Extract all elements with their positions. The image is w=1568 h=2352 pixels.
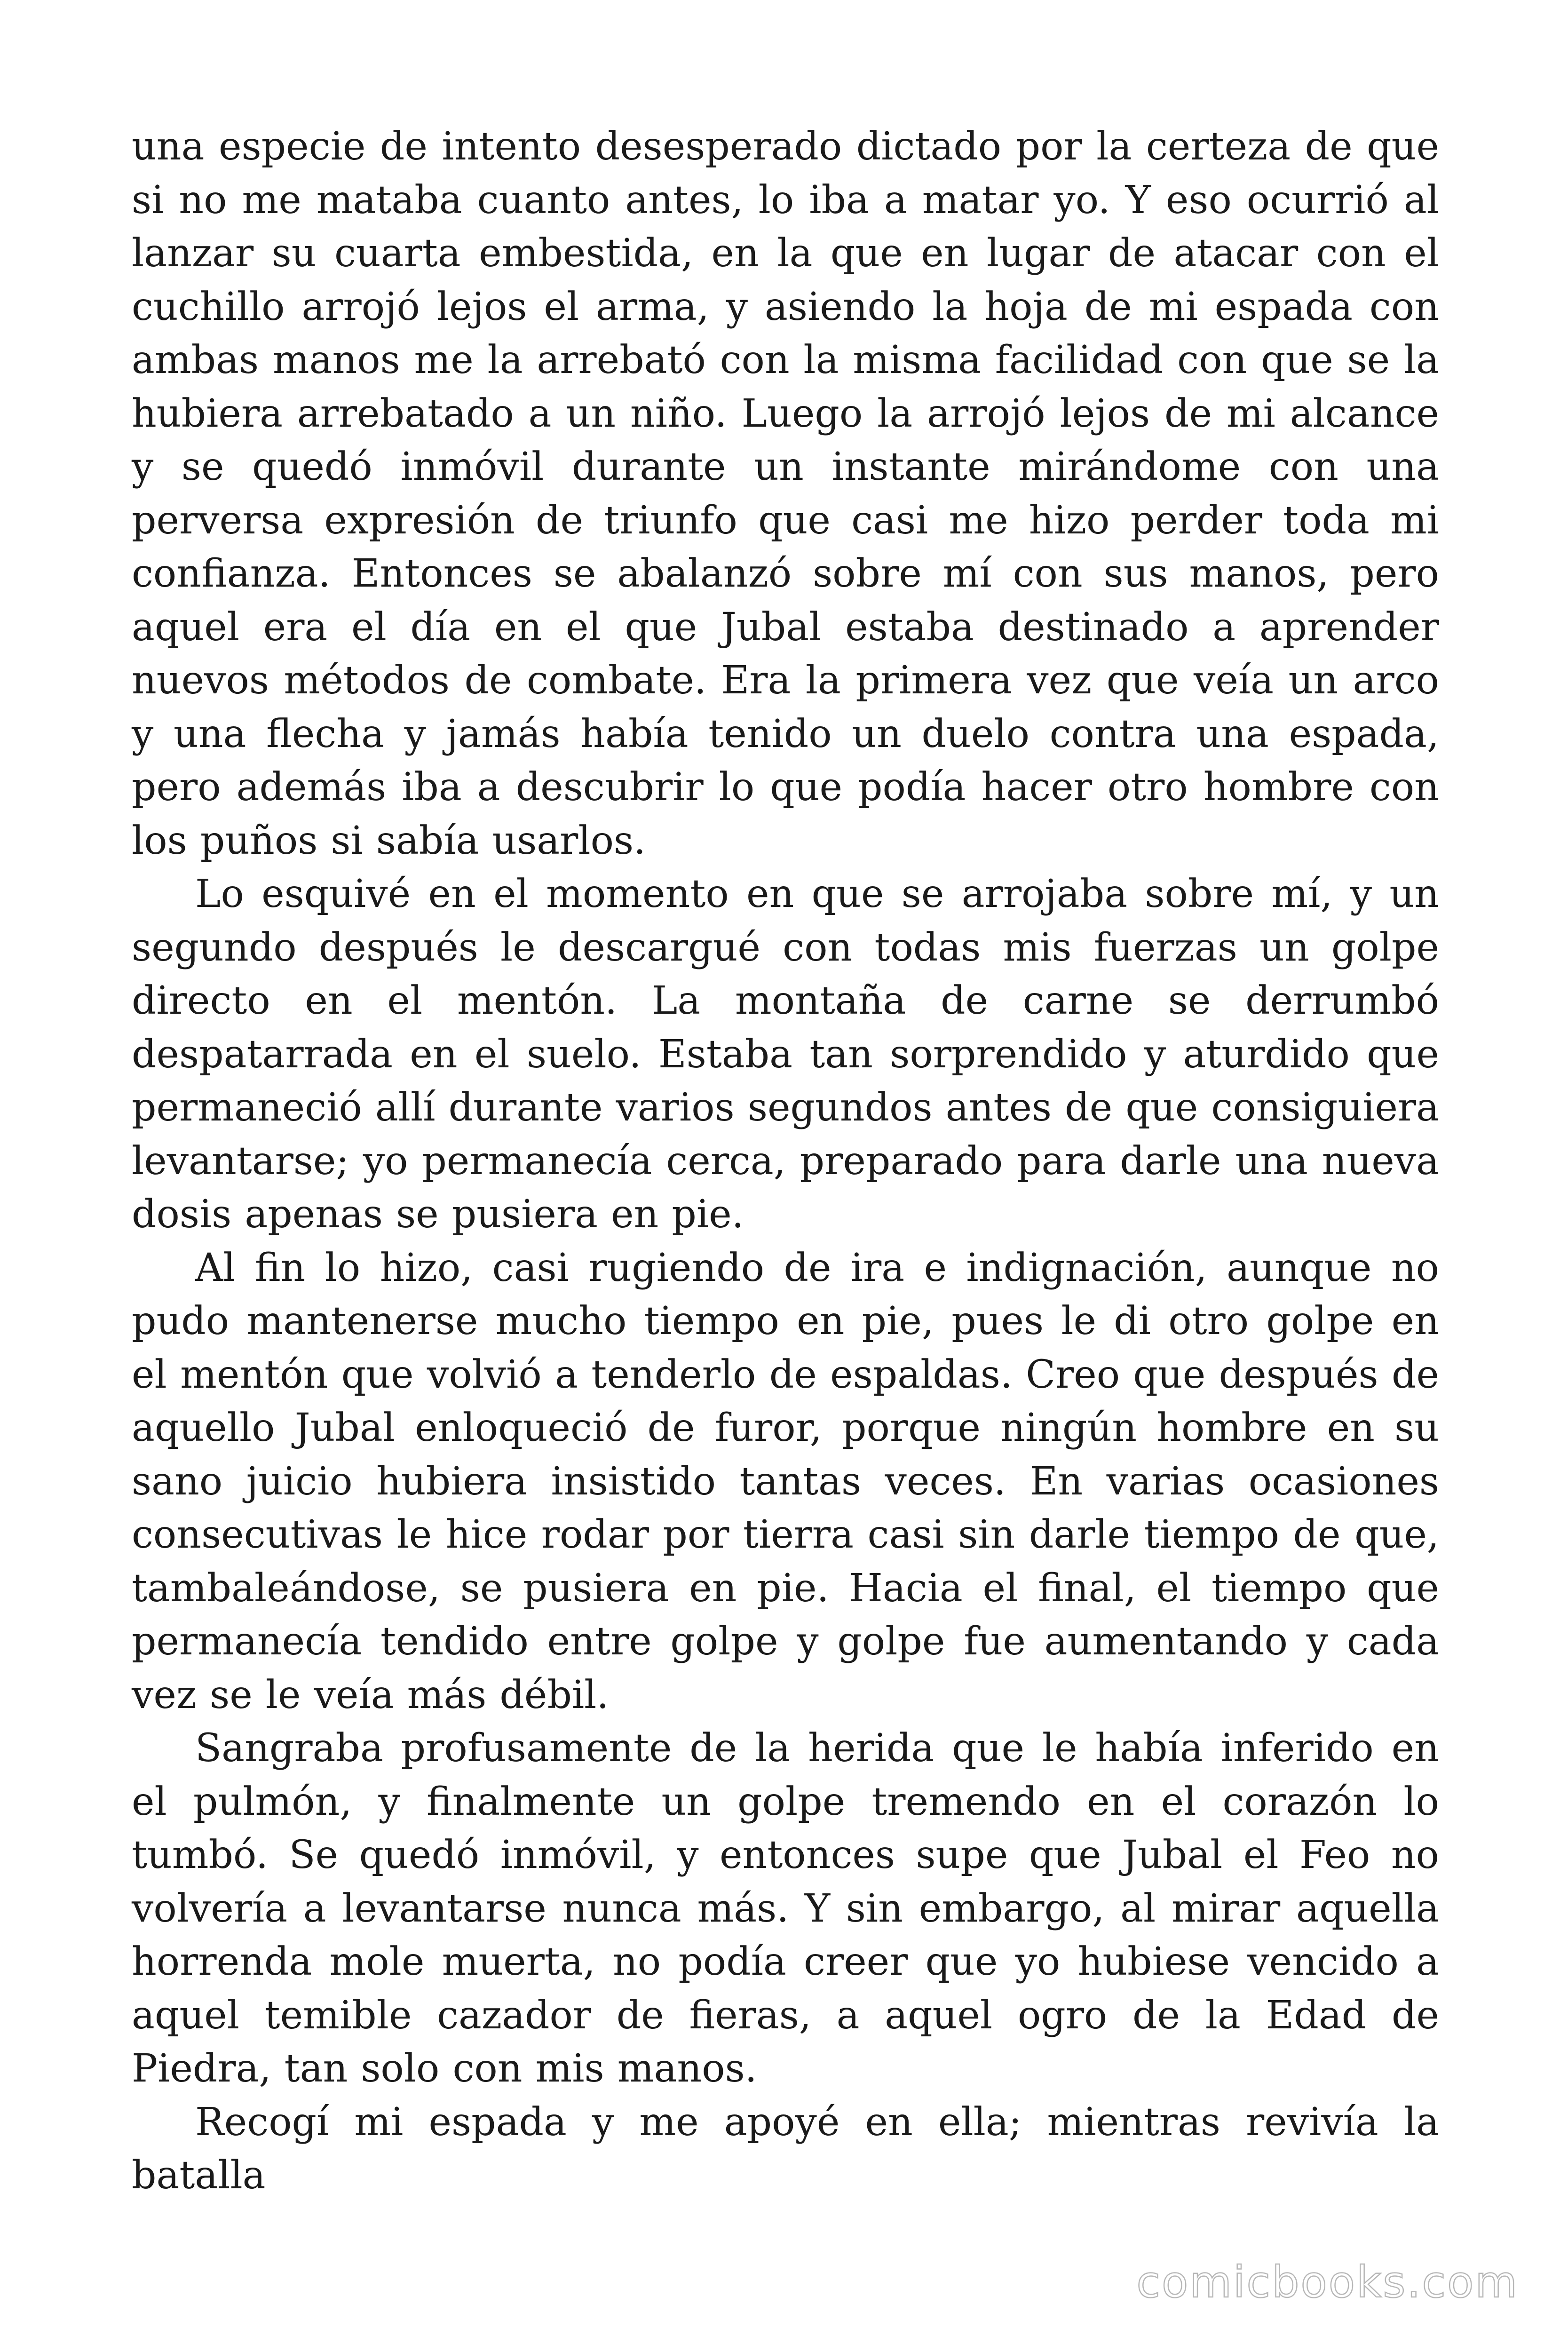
book-page-text — [132, 120, 1439, 2202]
paragraph-3: Al fin lo hizo, casi rugiendo de ira e indignación, aunque no pudo mantenerse mucho tiempo en pie, pues le di otro golpe en el mentón que volvió a tenderlo de espaldas. Creo que después de aquello Jubal enloqueció de furor, porque ningún hombre en su sano juicio hubiera insistido tantas veces. En varias ocasiones consecutivas le hice rodar por tierra casi sin darle tiempo de que, tambaleándose, se pusiera en pie. Hacia el final, el tiempo que permanecía tendido entre golpe y golpe fue aumentando y cada vez se le veía más débil. — [132, 1245, 1439, 1717]
paragraph-4: Sangraba profusamente de la herida que le había inferido en el pulmón, y finalmente un golpe tremendo en el corazón lo tumbó. Se quedó inmóvil, y entonces supe que Jubal el Feo no volvería a levantarse nunca más. Y sin embargo, al mirar aquella horrenda mole muerta, no podía creer que yo hubiese vencido a aquel temible cazador de fieras, a aquel ogro de la Edad de Piedra, tan solo con mis manos. — [132, 1726, 1439, 2091]
paragraph-5: Recogí mi espada y me apoyé en ella; mientras revivía la batalla — [132, 2099, 1439, 2198]
paragraph-2: Lo esquivé en el momento en que se arrojaba sobre mí, y un segundo después le descargué con todas mis fuerzas un golpe directo en el mentón. La montaña de carne se derrumbó despatarrada en el suelo. Estaba tan sorprendido y aturdido que permaneció allí durante varios segundos antes de que consiguiera levantarse; yo permanecía cerca, preparado para darle una nueva dosis apenas se pusiera en pie. — [132, 872, 1439, 1237]
watermark-text: comicbooks.com — [1136, 2257, 1519, 2307]
paragraph-1: una especie de intento desesperado dictado por la certeza de que si no me mataba cuanto antes, lo iba a matar yo. Y eso ocurrió al lanzar su cuarta embestida, en la que en lugar de atacar con el cuchillo arrojó lejos el arma, y asiendo la hoja de mi espada con ambas manos me la arrebató con la misma facilidad con que se la hubiera arrebatado a un niño. Luego la arrojó lejos de mi alcance y se quedó inmóvil durante un instante mirándome con una perversa expresión de triunfo que casi me hizo perder toda mi confianza. Entonces se abalanzó sobre mí con sus manos, pero aquel era el día en el que Jubal estaba destinado a aprender nuevos métodos de combate. Era la primera vez que veía un arco y una flecha y jamás había tenido un duelo contra una espada, pero además iba a descubrir lo que podía hacer otro hombre con los puños si sabía usarlos. — [132, 124, 1439, 863]
